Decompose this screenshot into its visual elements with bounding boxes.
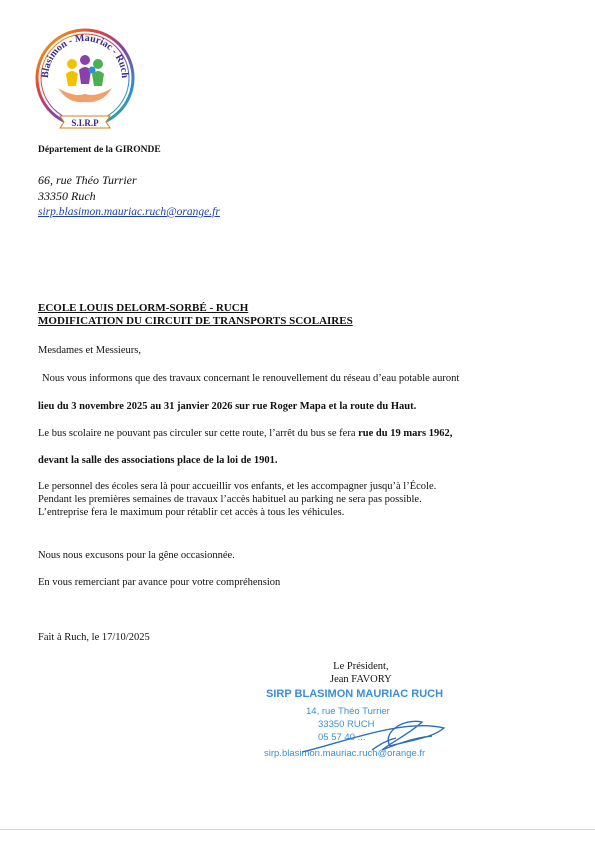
page-bottom-edge xyxy=(0,829,595,830)
paragraph-3-line: L’entreprise fera le maximum pour rétablir cet accès à tous les véhicules. xyxy=(38,507,345,518)
stamp-name: SIRP BLASIMON MAURIAC RUCH xyxy=(266,688,444,700)
signature-block xyxy=(330,660,392,686)
place-date: Fait à Ruch, le 17/10/2025 xyxy=(38,632,150,643)
sirp-logo xyxy=(30,20,140,146)
handwritten-signature-icon xyxy=(262,688,462,768)
paragraph-2 xyxy=(38,428,452,439)
logo-arc-text: Blasimon - Mauriac - Ruch xyxy=(39,32,131,79)
salutation: Mesdames et Messieurs, xyxy=(38,345,141,356)
stamp-street: 14, rue Théo Turrier xyxy=(306,706,390,717)
stamp-city: 33350 RUCH xyxy=(318,719,375,730)
paragraph-2-street: rue du 19 mars 1962, xyxy=(358,428,453,439)
signatory-title: Le Président, xyxy=(333,661,389,672)
email-link[interactable]: sirp.blasimon.mauriac.ruch@orange.fr xyxy=(38,206,220,218)
logo-banner-text: S.I.R.P xyxy=(71,118,99,128)
stamp-email: sirp.blasimon.mauriac.ruch@orange.fr xyxy=(264,748,426,759)
letter-subject xyxy=(38,302,353,328)
paragraph-1: Nous vous informons que des travaux concernant le renouvellement du réseau d’eau potable auront xyxy=(42,373,460,384)
sender-address xyxy=(38,172,220,220)
address-city: 33350 Ruch xyxy=(38,189,96,203)
subject-title: MODIFICATION DU CIRCUIT DE TRANSPORTS SCOLAIRES xyxy=(38,315,353,327)
address-street: 66, rue Théo Turrier xyxy=(38,173,137,187)
paragraph-3 xyxy=(38,480,436,519)
paragraph-2-text: Le bus scolaire ne pouvant pas circuler sur cette route, l’arrêt du bus se fera xyxy=(38,428,359,439)
apology-line: Nous nous excusons pour la gêne occasionnée. xyxy=(38,550,235,561)
paragraph-2-location: devant la salle des associations place de la loi de 1901. xyxy=(38,455,278,466)
subject-school: ECOLE LOUIS DELORM-SORBÉ - RUCH xyxy=(38,302,249,314)
official-stamp xyxy=(262,688,462,768)
thanks-line: En vous remerciant par avance pour votre compréhension xyxy=(38,577,281,588)
signatory-name: Jean FAVORY xyxy=(330,674,392,685)
paragraph-3-line: Le personnel des écoles sera là pour accueillir vos enfants, et les accompagner jusqu’à l’École. xyxy=(38,481,437,492)
paragraph-3-line: Pendant les premières semaines de travaux l’accès habituel au parking ne sera pas possible. xyxy=(38,494,422,505)
department-label: Département de la GIRONDE xyxy=(38,145,161,155)
paragraph-1-dates: lieu du 3 novembre 2025 au 31 janvier 2026 sur rue Roger Mapa et la route du Haut. xyxy=(38,401,417,412)
stamp-phone: 05 57 40 ... xyxy=(318,732,366,743)
